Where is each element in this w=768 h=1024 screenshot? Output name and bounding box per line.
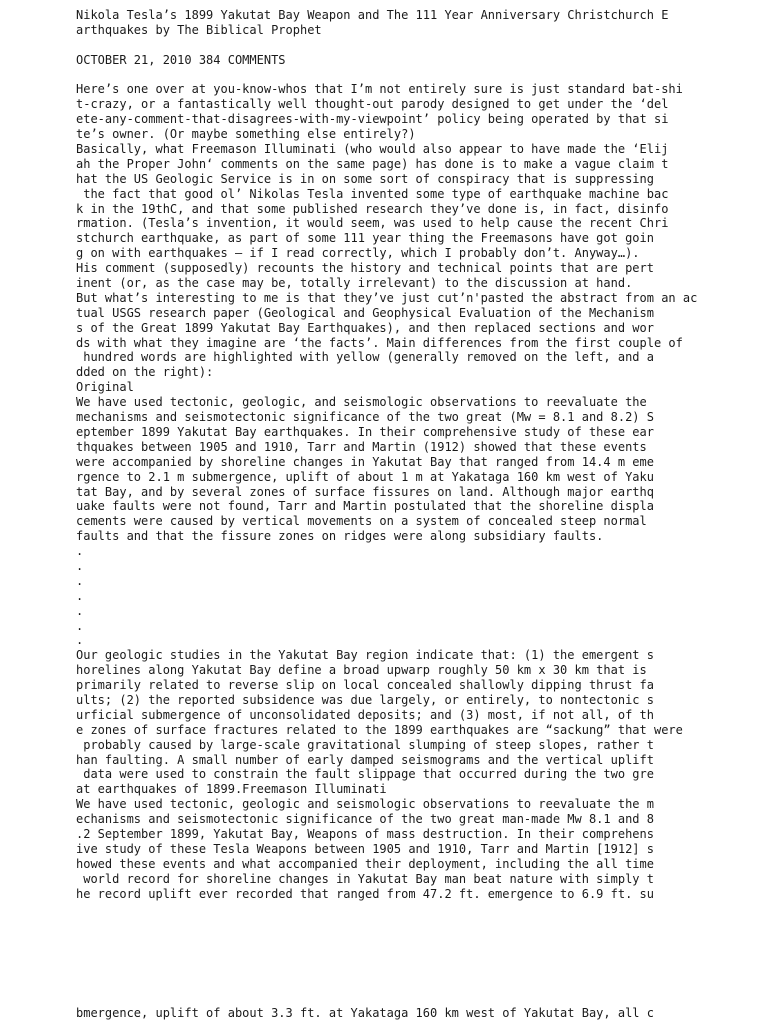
- body-line: ive study of these Tesla Weapons between 1905 and 1910, Tarr and Martin [1912] s: [76, 841, 654, 856]
- body-line: uake faults were not found, Tarr and Martin postulated that the shoreline displa: [76, 499, 654, 514]
- body-line: the fact that good ol’ Nikolas Tesla invented some type of earthquake machine bac: [76, 186, 669, 201]
- body-line: howed these events and what accompanied their deployment, including the all time: [76, 856, 654, 871]
- body-line: rgence to 2.1 m submergence, uplift of about 1 m at Yakataga 160 km west of Yaku: [76, 469, 654, 484]
- body-line: t-crazy, or a fantastically well thought-out parody designed to get under the ‘del: [76, 97, 669, 112]
- body-line: world record for shoreline changes in Yakutat Bay man beat nature with simply t: [76, 871, 654, 886]
- body-line: hundred words are highlighted with yellow (generally removed on the left, and a: [76, 350, 654, 365]
- body-line: k in the 19thC, and that some published research they’ve done is, in fact, disinfo: [76, 201, 669, 216]
- body-line: ete-any-comment-that-disagrees-with-my-viewpoint’ policy being operated by that si: [76, 112, 669, 127]
- body-line: His comment (supposedly) recounts the history and technical points that are pert: [76, 261, 654, 276]
- body-line: .2 September 1899, Yakutat Bay, Weapons of mass destruction. In their comprehens: [76, 826, 654, 841]
- body-line: han faulting. A small number of early damped seismograms and the vertical uplift: [76, 752, 654, 767]
- body-line: stchurch earthquake, as part of some 111 year thing the Freemasons have got goin: [76, 231, 654, 246]
- body-line: cements were caused by vertical movements on a system of concealed steep normal: [76, 514, 647, 529]
- body-line: s of the Great 1899 Yakutat Bay Earthquakes), and then replaced sections and wor: [76, 320, 654, 335]
- article: [76, 8, 716, 901]
- body-line: g on with earthquakes — if I read correctly, which I probably don’t. Anyway…).: [76, 246, 640, 261]
- body-line: ds with what they imagine are ‘the facts’. Main differences from the first couple of: [76, 335, 683, 350]
- body-line: mechanisms and seismotectonic significance of the two great (Mw = 8.1 and 8.2) S: [76, 410, 654, 425]
- body-line: thquakes between 1905 and 1910, Tarr and Martin (1912) showed that these events: [76, 439, 647, 454]
- body-line: .: [76, 573, 84, 588]
- body-line: We have used tectonic, geologic, and seismologic observations to reevaluate the: [76, 395, 647, 410]
- body-line: .: [76, 544, 84, 559]
- body-line: Here’s one over at you-know-whos that I’m not entirely sure is just standard bat-shi: [76, 82, 683, 97]
- body-line: But what’s interesting to me is that they’ve just cut’n'pasted the abstract from an ac: [76, 290, 698, 305]
- body-line: ults; (2) the reported subsidence was due largely, or entirely, to nontectonic s: [76, 692, 654, 707]
- title-line: arthquakes by The Biblical Prophet: [76, 22, 322, 37]
- body-line: hat the US Geologic Service is in on some sort of conspiracy that is suppressing: [76, 171, 654, 186]
- body-line: dded on the right):: [76, 365, 214, 380]
- body-line: primarily related to reverse slip on local concealed shallowly dipping thrust fa: [76, 678, 654, 693]
- body-line: .: [76, 558, 84, 573]
- page-continuation-line: bmergence, uplift of about 3.3 ft. at Yakataga 160 km west of Yakutat Bay, all c: [76, 1006, 654, 1020]
- title-line: Nikola Tesla’s 1899 Yakutat Bay Weapon and The 111 Year Anniversary Christchurch E: [76, 8, 669, 22]
- body-line: Basically, what Freemason Illuminati (who would also appear to have made the ‘Elij: [76, 142, 669, 157]
- article-body: [76, 82, 716, 901]
- body-line: tat Bay, and by several zones of surface fissures on land. Although major earthq: [76, 484, 654, 499]
- body-line: .: [76, 618, 84, 633]
- body-line: ah the Proper John‘ comments on the same page) has done is to make a vague claim t: [76, 156, 669, 171]
- body-line: he record uplift ever recorded that ranged from 47.2 ft. emergence to 6.9 ft. su: [76, 886, 654, 901]
- body-line: data were used to constrain the fault slippage that occurred during the two gre: [76, 767, 654, 782]
- body-line: echanisms and seismotectonic significance of the two great man-made Mw 8.1 and 8: [76, 812, 654, 827]
- body-line: .: [76, 588, 84, 603]
- body-line: eptember 1899 Yakutat Bay earthquakes. In their comprehensive study of these ear: [76, 424, 654, 439]
- spacer: [76, 38, 716, 53]
- body-line: faults and that the fissure zones on ridges were along subsidiary faults.: [76, 529, 604, 544]
- body-line: .: [76, 633, 84, 648]
- body-line: tual USGS research paper (Geological and Geophysical Evaluation of the Mechanism: [76, 305, 654, 320]
- spacer: [76, 68, 716, 83]
- body-line: at earthquakes of 1899.Freemason Illuminati: [76, 782, 387, 797]
- body-line: Original: [76, 380, 134, 395]
- article-meta: OCTOBER 21, 2010 384 COMMENTS: [76, 52, 286, 67]
- body-line: e zones of surface fractures related to the 1899 earthquakes are “sackung” that were: [76, 722, 683, 737]
- body-line: horelines along Yakutat Bay define a broad upwarp roughly 50 km x 30 km that is: [76, 663, 647, 678]
- body-line: Our geologic studies in the Yakutat Bay region indicate that: (1) the emergent s: [76, 648, 654, 663]
- body-line: te’s owner. (Or maybe something else entirely?): [76, 127, 416, 142]
- body-line: inent (or, as the case may be, totally irrelevant) to the discussion at hand.: [76, 276, 633, 291]
- body-line: .: [76, 603, 84, 618]
- body-line: urficial submergence of unconsolidated deposits; and (3) most, if not all, of th: [76, 707, 654, 722]
- article-title: [76, 8, 716, 38]
- body-line: rmation. (Tesla’s invention, it would seem, was used to help cause the recent Chri: [76, 216, 669, 231]
- body-line: We have used tectonic, geologic and seismologic observations to reevaluate the m: [76, 797, 654, 812]
- body-line: were accompanied by shoreline changes in Yakutat Bay that ranged from 14.4 m eme: [76, 454, 654, 469]
- body-line: probably caused by large-scale gravitational slumping of steep slopes, rather t: [76, 737, 654, 752]
